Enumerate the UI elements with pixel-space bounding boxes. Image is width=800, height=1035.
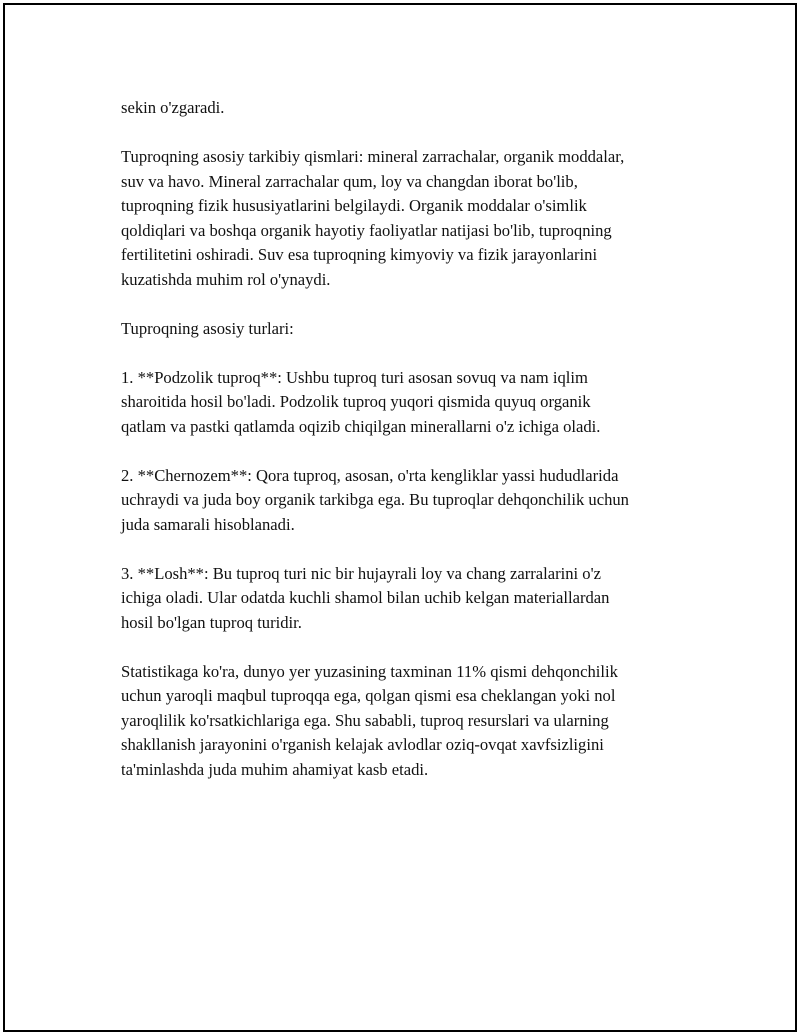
paragraph-soil-components: Tuproqning asosiy tarkibiy qismlari: mineral zarrachalar, organik moddalar, suv va havo. Mineral zarrachalar qum, loy va changdan iborat bo'lib, tuproqning fizik hususiyatlarini belgilaydi. Organik moddalar o'simlik qoldiqlari va boshqa organik hayotiy faoliyatlar natijasi bo'lib, tuproqning fertilitetini oshiradi. Suv esa tuproqning kimyoviy va fizik jarayonlarini kuzatishda muhim rol o'ynaydi.: [121, 147, 625, 289]
page-frame: [3, 3, 797, 1032]
list-item-chernozem: 2. **Chernozem**: Qora tuproq, asosan, o'rta kengliklar yassi hududlarida uchraydi va juda boy organik tarkibga ega. Bu tuproqlar dehqonchilik uchun juda samarali hisoblanadi.: [121, 465, 629, 534]
list-item-loess: 3. **Losh**: Bu tuproq turi nic bir hujayrali loy va chang zarralarini o'z ichiga oladi. Ular odatda kuchli shamol bilan uchib kelgan materiallardan hosil bo'lgan tuproq turidir.: [121, 563, 610, 632]
paragraph-soil-types-heading: Tuproqning asosiy turlari:: [121, 318, 294, 338]
paragraph-statistics: Statistikaga ko'ra, dunyo yer yuzasining taxminan 11% qismi dehqonchilik uchun yaroqli maqbul tuproqqa ega, qolgan qismi esa cheklangan yoki nol yaroqlilik ko'rsatkichlariga ega. Shu sababli, tuproq resurslari va ularning shakllanish jarayonini o'rganish kelajak avlodlar oziq-ovqat xavfsizligini ta'minlashda juda muhim ahamiyat kasb etadi.: [121, 661, 618, 779]
list-item-podzolic: 1. **Podzolik tuproq**: Ushbu tuproq turi asosan sovuq va nam iqlim sharoitida hosil bo'ladi. Podzolik tuproq yuqori qismida quyuq organik qatlam va pastki qatlamda oqizib chiqilgan minerallarni o'z ichiga oladi.: [121, 367, 601, 436]
document-body: [121, 96, 711, 807]
paragraph-continuation: sekin o'zgaradi.: [121, 98, 225, 117]
